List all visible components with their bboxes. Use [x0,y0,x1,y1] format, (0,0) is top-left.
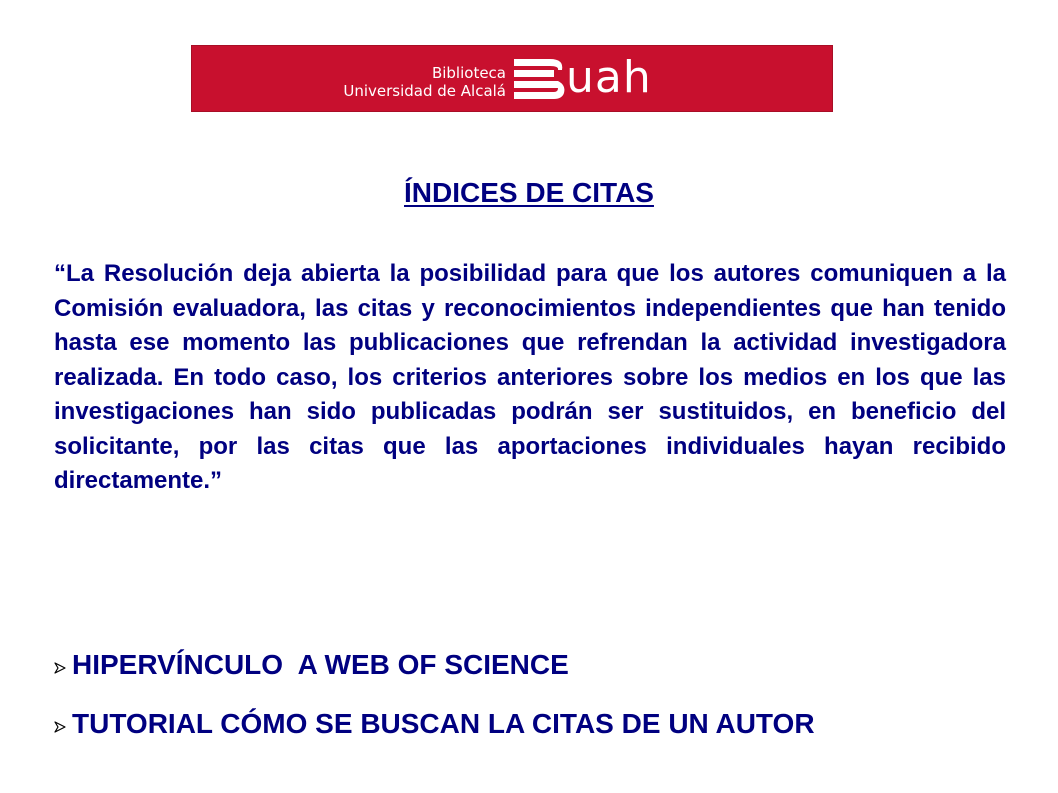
stacked-bars-b-icon [514,55,566,103]
page-title-text: ÍNDICES DE CITAS [404,177,654,208]
web-of-science-link-label[interactable]: HIPERVÍNCULO A WEB OF SCIENCE [72,649,569,680]
web-of-science-link[interactable] [54,645,569,685]
page-title [0,176,1058,210]
arrowhead-bullet-icon [54,721,66,733]
arrowhead-bullet-icon [54,662,66,674]
banner-text [334,64,506,100]
banner-line-1: Biblioteca [431,64,506,82]
quote-paragraph: “La Resolución deja abierta la posibilidad para que los autores comuniquen a la Comisión evaluadora, las citas y reconocimientos independientes que han tenido hasta ese momento las publicaciones que refrendan la actividad investigadora realizada. En todo caso, los criterios anteriores sobre los medios en los que las investigaciones han sido publicadas podrán ser sustituidos, en beneficio del solicitante, por las citas que las aportaciones individuales hayan recibido directamente.” [54,260,1006,494]
citation-tutorial-link-label[interactable]: TUTORIAL CÓMO SE BUSCAN LA CITAS DE UN AUTOR [72,708,815,739]
logo-wordmark: uah [566,52,652,103]
banner-line-2: Universidad de Alcalá [343,82,506,100]
library-banner [191,45,833,112]
citation-tutorial-link[interactable] [54,704,815,744]
